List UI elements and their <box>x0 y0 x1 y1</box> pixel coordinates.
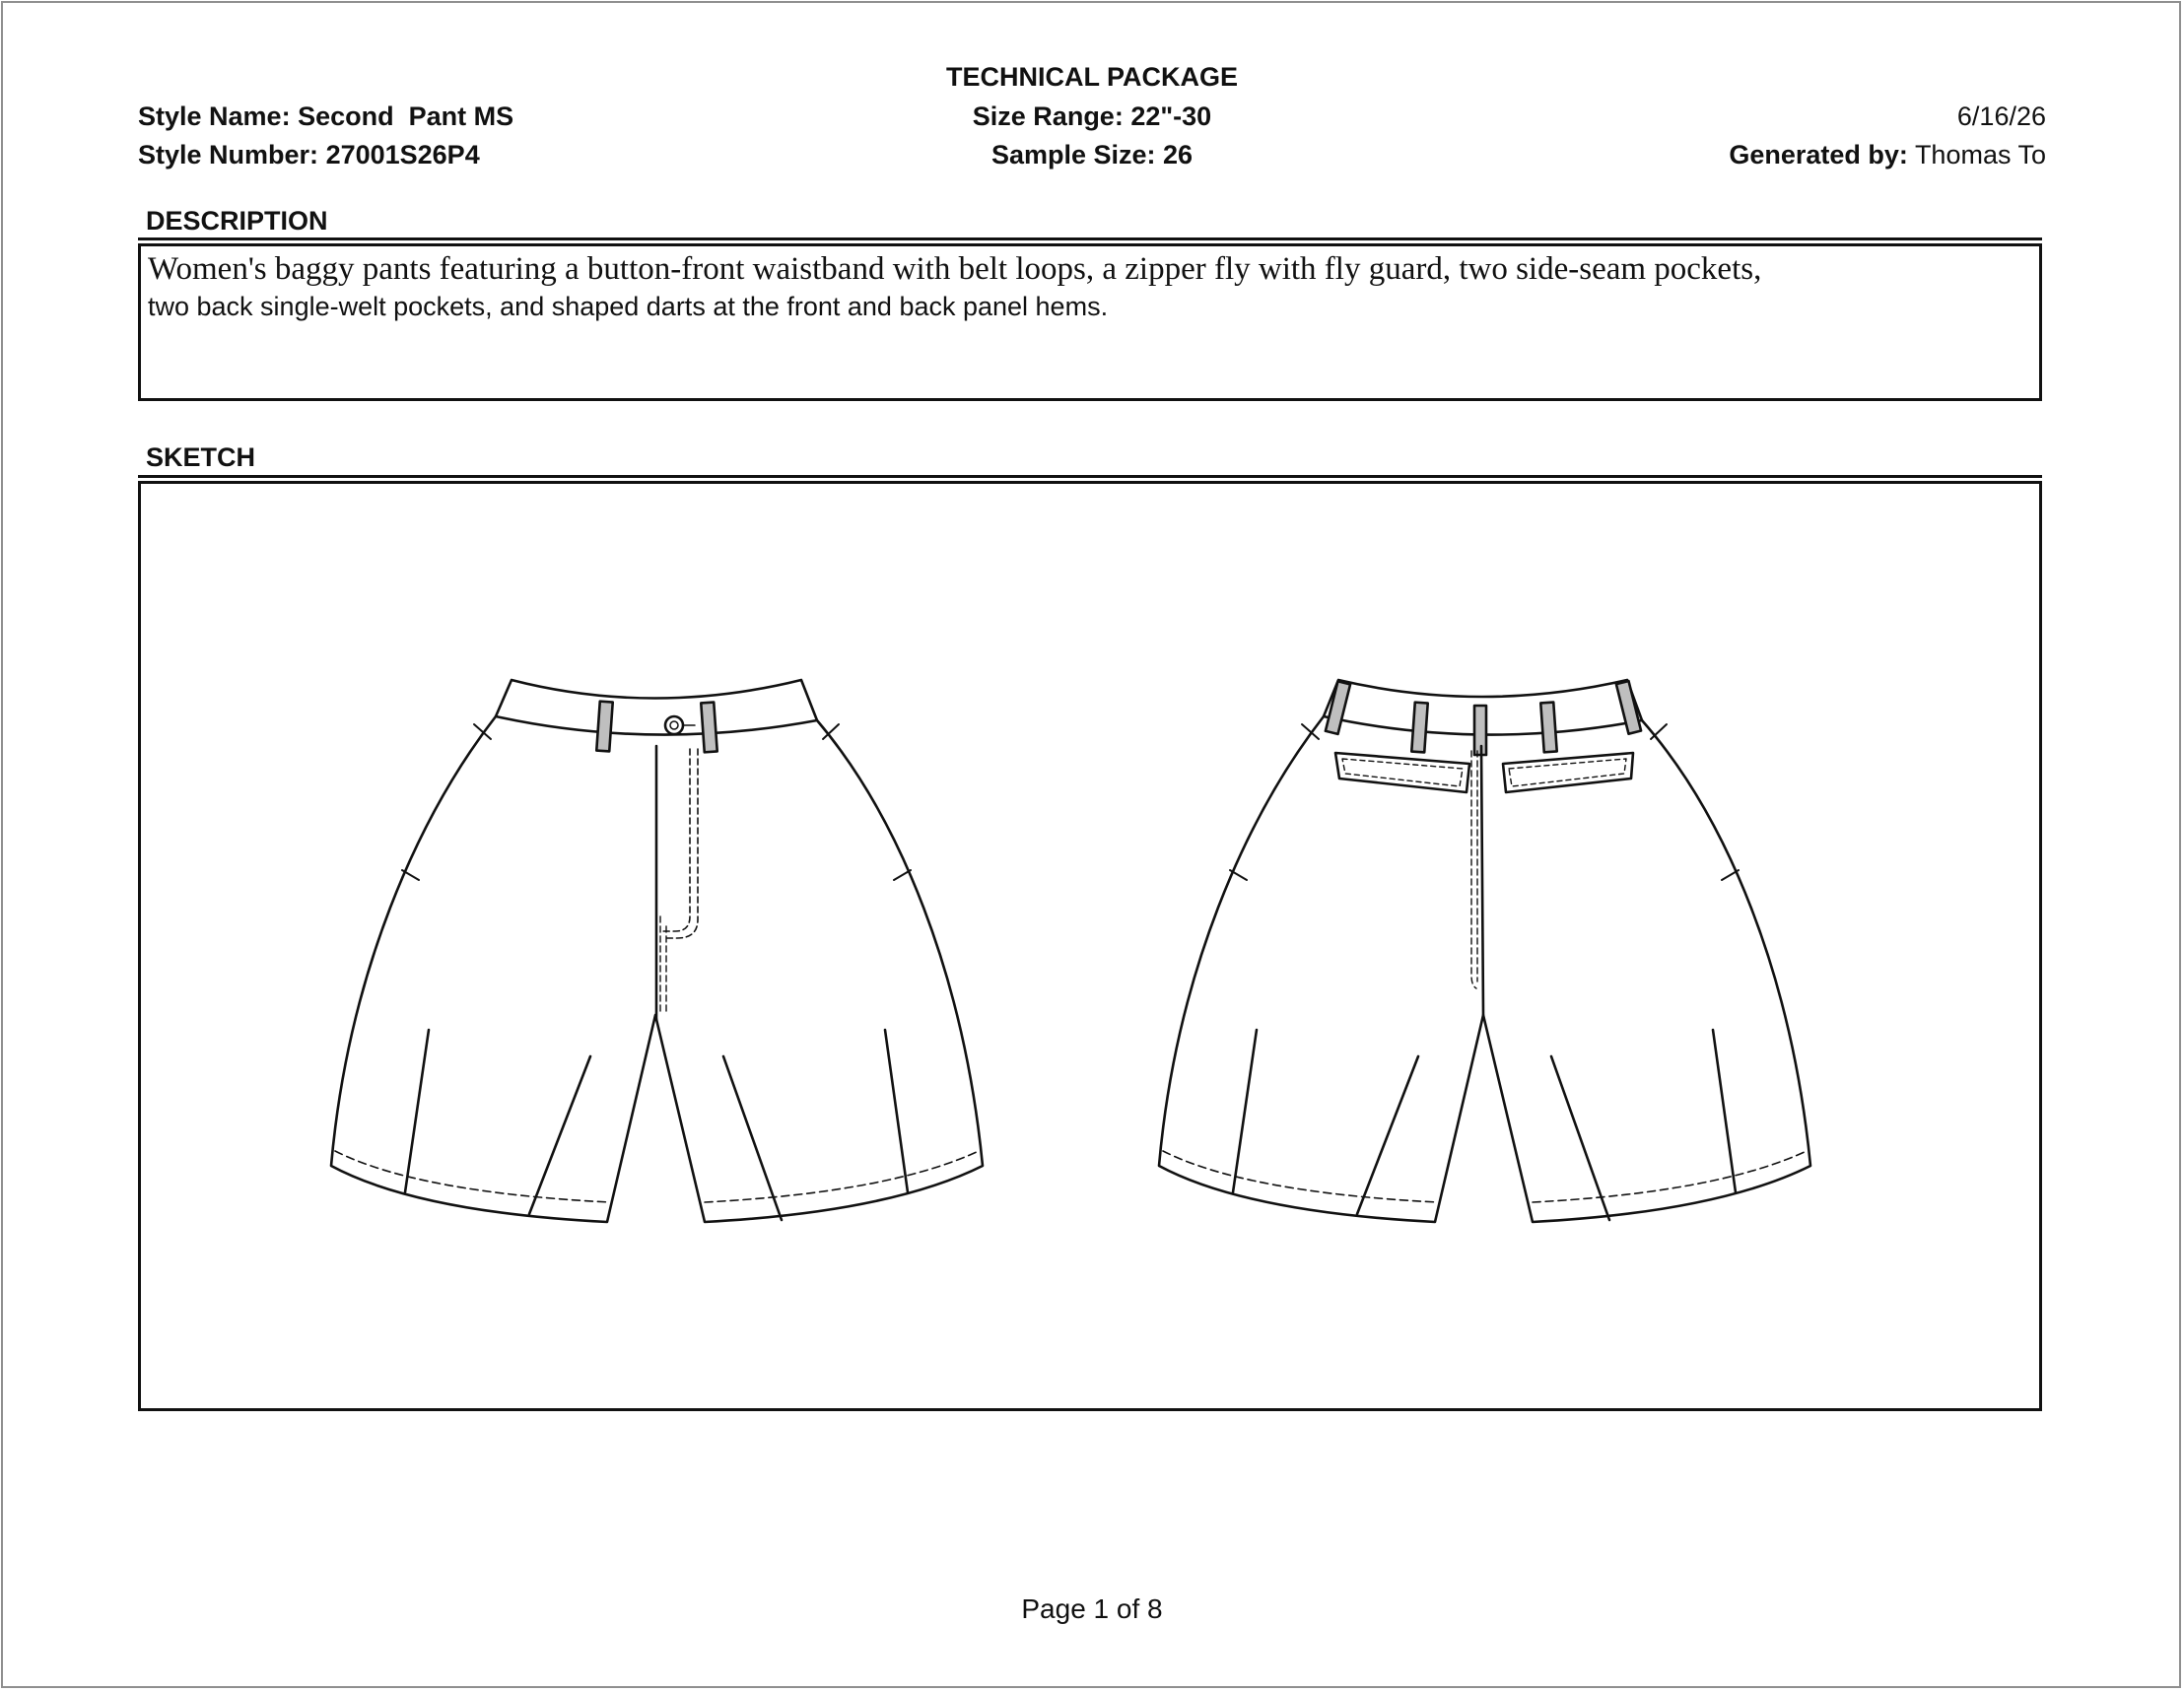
style-number-label: Style Number: <box>138 140 319 169</box>
style-name-value: Second Pant MS <box>298 102 514 131</box>
style-name-label: Style Name: <box>138 102 291 131</box>
description-line-1: Women's baggy pants featuring a button-front waistband with belt loops, a zipper fly with fly guard, two side-seam pockets, <box>148 251 1762 287</box>
doc-date: 6/16/26 <box>1956 102 2046 131</box>
generated-by-label: Generated by: <box>1729 140 1908 169</box>
sketch-box <box>138 481 2042 1411</box>
generated-by <box>1729 139 2046 170</box>
style-number-value: 27001S26P4 <box>325 140 480 169</box>
doc-title: TECHNICAL PACKAGE <box>945 62 1238 92</box>
description-line-2: two back single-welt pockets, and shaped darts at the front and back panel hems. <box>148 292 1109 321</box>
front-view-sketch <box>331 680 983 1222</box>
back-view-sketch <box>1159 680 1810 1222</box>
pant-sketch-illustration <box>141 484 2039 1408</box>
description-box <box>138 243 2042 401</box>
size-range-label: Size Range: <box>972 102 1124 131</box>
generated-by-value: Thomas To <box>1914 140 2046 169</box>
size-range-value: 22"-30 <box>1130 102 1212 131</box>
description-label: DESCRIPTION <box>146 206 328 236</box>
sample-size-label: Sample Size: <box>990 140 1156 169</box>
page-number: Page 1 of 8 <box>1021 1593 1163 1624</box>
sample-size-value: 26 <box>1163 140 1194 169</box>
sketch-label: SKETCH <box>146 442 256 472</box>
size-range <box>0 101 2184 132</box>
